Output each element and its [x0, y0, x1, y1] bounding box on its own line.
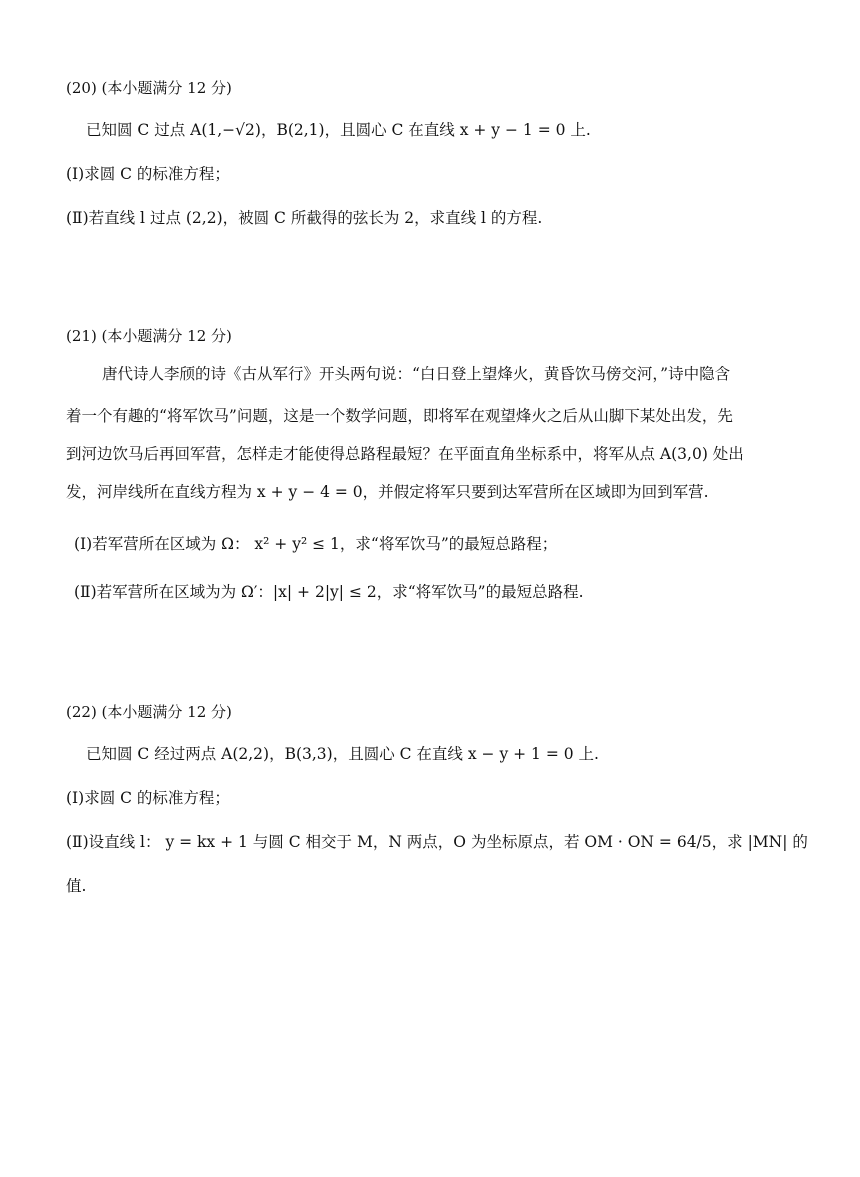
- q22-given: 已知圆 C 经过两点 A(2,2)，B(3,3)，且圆心 C 在直线 x − y + 1 = 0 上.: [86, 745, 599, 763]
- q20-part1: (Ⅰ)求圆 C 的标准方程；: [66, 165, 230, 183]
- q22-part2-line1: (Ⅱ)设直线 l： y = kx + 1 与圆 C 相交于 M，N 两点，O 为坐标原点，若 OM · ON = 64/5，求 |MN| 的: [66, 833, 808, 851]
- q21-header: (21) (本小题满分 12 分): [66, 327, 232, 345]
- q21-part2: (Ⅱ)若军营所在区域为为 Ω′：|x| + 2|y| ≤ 2，求“将军饮马”的最短总路程.: [74, 583, 584, 601]
- q20-part2: (Ⅱ)若直线 l 过点 (2,2)，被圆 C 所截得的弦长为 2，求直线 l 的方程.: [66, 209, 543, 227]
- q20-given: [86, 120, 591, 140]
- q22-part2-line2: 值.: [66, 877, 87, 895]
- q21-line3: 到河边饮马后再回军营，怎样走才能使得总路程最短？在平面直角坐标系中，将军从点 A(3,0) 处出: [66, 445, 744, 463]
- q21-line2: 着一个有趣的“将军饮马”问题，这是一个数学问题，即将军在观望烽火之后从山脚下某处出发，先: [66, 407, 733, 425]
- q20-header: (20) (本小题满分 12 分): [66, 79, 232, 97]
- q20-given-text: 已知圆 C 过点 A(1,−√2)，B(2,1)，且圆心 C 在直线 x + y − 1 = 0 上.: [86, 121, 591, 139]
- q21-line4: 发，河岸线所在直线方程为 x + y − 4 = 0，并假定将军只要到达军营所在区域即为回到军营.: [66, 483, 709, 501]
- q21-part1: (Ⅰ)若军营所在区域为 Ω： x² + y² ≤ 1，求“将军饮马”的最短总路程；: [74, 535, 558, 553]
- q21-line1: 唐代诗人李颀的诗《古从军行》开头两句说：“白日登上望烽火，黄昏饮马傍交河，”诗中隐含: [102, 365, 731, 383]
- q22-part1: (Ⅰ)求圆 C 的标准方程；: [66, 789, 230, 807]
- q22-header: (22) (本小题满分 12 分): [66, 703, 232, 721]
